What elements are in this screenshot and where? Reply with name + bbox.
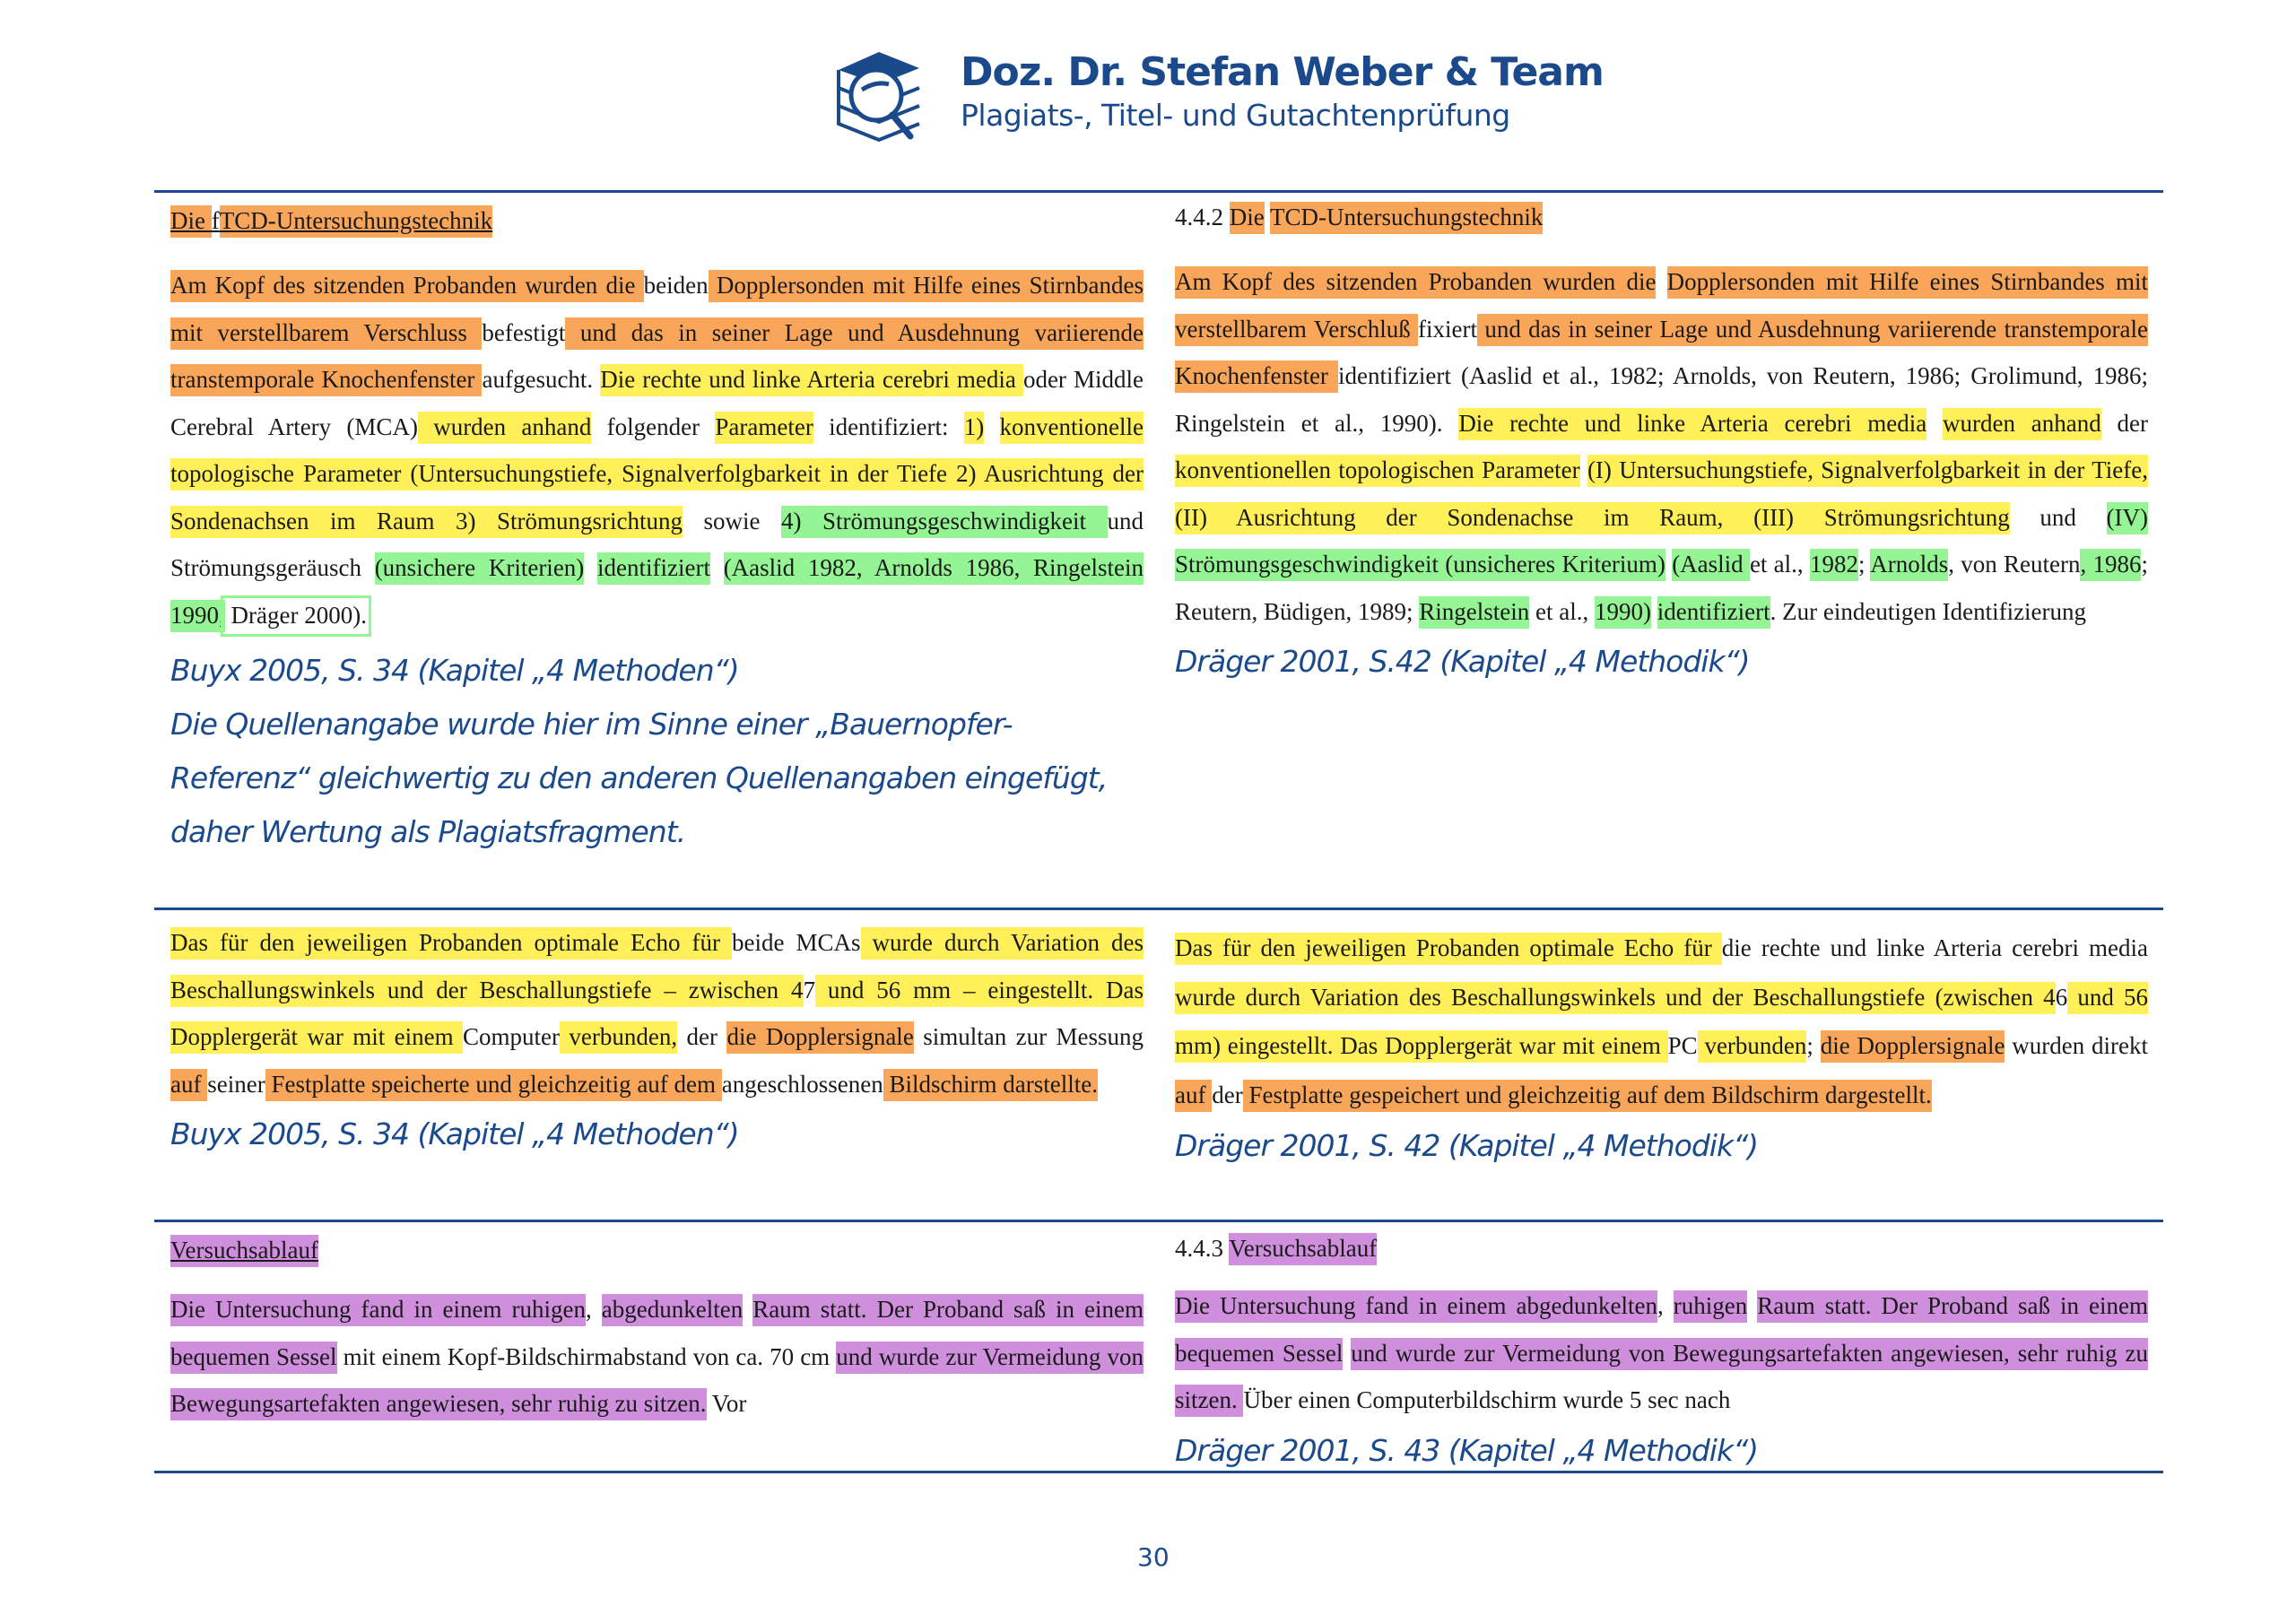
brand-title: Doz. Dr. Stefan Weber & Team <box>961 49 1604 95</box>
row-2-left-buyx <box>170 919 1144 1161</box>
highlighted-fragment: identifiziert <box>597 552 710 585</box>
text-fragment: beide MCAs <box>731 929 861 956</box>
row-3-left-buyx <box>170 1234 1144 1428</box>
text-fragment: sowie <box>682 507 781 534</box>
highlighted-fragment: Am Kopf des sitzenden Probanden wurden die <box>170 270 644 302</box>
source-paragraph <box>170 262 1144 638</box>
text-fragment: f <box>211 207 220 234</box>
text-fragment: et al., <box>1529 597 1595 625</box>
text-fragment: , <box>1657 1292 1674 1319</box>
source-caption: Buyx 2005, S. 34 (Kapitel „4 Methoden“) <box>170 1116 739 1151</box>
highlighted-fragment: Die <box>1230 202 1265 234</box>
text-fragment: ; Reutern, Büdigen, 1989; <box>1175 551 2148 625</box>
highlighted-fragment: wurden anhand <box>1943 408 2101 440</box>
highlighted-fragment: Festplatte speicherte und gleichzeitig auf dem <box>265 1069 722 1101</box>
text-fragment: mit einem Kopf-Bildschirmabstand von ca. 70 cm <box>336 1342 837 1370</box>
brand-subtitle: Plagiats-, Titel- und Gutachtenprüfung <box>961 98 1510 133</box>
highlighted-fragment: abgedunkelten <box>602 1294 743 1326</box>
highlighted-fragment: Raum statt. Der Proband saß in einem bequemen Sessel <box>1175 1290 2148 1370</box>
highlighted-fragment: Die rechte und linke Arteria cerebri media <box>1458 408 1926 440</box>
text-fragment: befestigt <box>482 318 566 346</box>
highlighted-fragment: wurden anhand <box>418 412 591 444</box>
highlighted-fragment: 1982 <box>1810 549 1858 581</box>
text-fragment: 6 <box>2055 983 2068 1011</box>
assessment-note: Die Quellenangabe wurde hier im Sinne einer „Bauernopfer-Referenz“ gleichwertig zu den anderen Quellenangaben eingefügt, daher Wertung als Plagiatsfragment. <box>170 707 1108 849</box>
highlighted-fragment: und wurde zur Vermeidung von Bewegungsartefakten angewiesen, sehr ruhig zu sitzen. <box>170 1342 1144 1421</box>
highlighted-fragment: und das in seiner Lage und Ausdehnung variierende transtemporale Knochenfenster <box>170 317 1144 397</box>
text-fragment: und <box>2009 503 2107 531</box>
text-fragment: oder Middle Cerebral Artery (MCA) <box>170 366 1144 440</box>
page-number: 30 <box>1137 1542 1170 1572</box>
source-caption: Buyx 2005, S. 34 (Kapitel „4 Methoden“) <box>170 653 739 688</box>
text-fragment: wurden direkt <box>2005 1032 2148 1059</box>
highlighted-fragment: konventionellen topologischen Parameter <box>1175 455 1580 487</box>
highlighted-fragment: wurde durch Variation des Beschallungswinkels und der Beschallungstiefe (zwischen 4 <box>1175 982 2056 1014</box>
text-fragment: 4.4.2 <box>1175 204 1230 230</box>
text-fragment: der <box>2100 409 2148 437</box>
text-fragment: Über einen Computerbildschirm wurde 5 sec nach <box>1243 1386 1731 1413</box>
highlighted-fragment: die Dopplersignale <box>1821 1030 2005 1063</box>
highlighted-fragment: 1990) <box>1595 596 1651 629</box>
highlighted-fragment: Die Untersuchung fand in einem <box>170 1294 512 1326</box>
text-fragment: seiner <box>207 1070 265 1098</box>
highlighted-fragment: identifiziert <box>1657 596 1770 629</box>
highlighted-fragment: Dopplersonden mit Hilfe eines Stirnbandes mit verstellbarem Verschluß <box>1175 266 2148 346</box>
text-fragment <box>1926 410 1943 437</box>
divider-top <box>154 190 2163 193</box>
highlighted-fragment: (I) Untersuchungstiefe, Signalverfolgbarkeit in der Tiefe, (II) Ausrichtung der Sondenachse im Raum, (III) Strömungsrichtung <box>1175 455 2148 534</box>
text-fragment <box>1580 456 1587 483</box>
text-fragment: und Strömungsgeräusch <box>170 507 1144 581</box>
text-fragment: , <box>585 1296 602 1323</box>
highlighted-fragment: Die Untersuchung fand in einem <box>1175 1290 1517 1323</box>
text-fragment: Computer <box>463 1023 561 1050</box>
highlighted-fragment: ruhigen <box>1674 1290 1747 1323</box>
section-heading <box>1175 201 2148 233</box>
text-fragment: , von Reutern <box>1948 551 2081 578</box>
highlighted-fragment: 1) <box>964 412 985 444</box>
text-fragment: Vor <box>706 1390 747 1417</box>
highlighted-fragment: TCD-Untersuchungstechnik <box>220 205 492 238</box>
highlighted-fragment: und 56 mm – eingestellt. Das Dopplergerät war mit einem <box>170 975 1144 1055</box>
text-fragment <box>1747 1292 1757 1319</box>
text-fragment: der <box>677 1023 727 1050</box>
highlighted-fragment: Das für den jeweiligen Probanden optimale Echo für <box>170 927 732 960</box>
highlighted-fragment: Versuchsablauf <box>170 1235 318 1267</box>
highlighted-fragment: TCD-Untersuchungstechnik <box>1270 202 1543 234</box>
highlighted-fragment: Die <box>170 205 212 238</box>
text-fragment: PC <box>1667 1032 1698 1059</box>
source-paragraph <box>1175 924 2148 1119</box>
text-fragment: . Zur eindeutigen Identifizierung <box>1770 597 2087 625</box>
highlighted-fragment: Dopplersonden mit Hilfe eines Stirnbandes mit verstellbarem Verschluss <box>170 270 1144 350</box>
text-fragment: fixiert <box>1418 315 1478 343</box>
text-fragment: 7 <box>803 976 816 1003</box>
text-fragment: ; <box>1806 1032 1821 1059</box>
text-fragment: ; <box>1857 551 1871 578</box>
text-fragment: aufgesucht. <box>482 366 601 393</box>
section-heading <box>1175 1232 2148 1264</box>
text-fragment: simultan zur Messung <box>913 1023 1144 1050</box>
highlighted-fragment: Am Kopf des sitzenden Probanden wurden die <box>1175 266 1656 299</box>
source-paragraph <box>1175 1282 2148 1424</box>
text-fragment: identifiziert: <box>813 413 964 440</box>
text-fragment <box>710 554 724 581</box>
highlighted-fragment: verbunden <box>1698 1030 1807 1063</box>
source-paragraph <box>1175 258 2148 635</box>
text-fragment: folgender <box>591 413 716 440</box>
highlighted-fragment: 4) Strömungsgeschwindigkeit <box>781 506 1108 538</box>
highlighted-fragment: (IV) Strömungsgeschwindigkeit (unsicheres Kriterium) <box>1175 502 2148 582</box>
highlighted-fragment: abgedunkelten <box>1517 1290 1657 1323</box>
text-fragment <box>984 413 999 440</box>
text-fragment <box>584 554 597 581</box>
highlighted-fragment: Versuchsablauf <box>1229 1233 1377 1265</box>
source-paragraph <box>170 1286 1144 1428</box>
text-fragment: die rechte und linke Arteria cerebri media <box>1721 934 2148 961</box>
section-heading <box>170 204 1144 237</box>
highlighted-fragment: konventionelle topologische Parameter (Untersuchungstiefe, Signalverfolgbarkeit in der Tiefe 2) Ausrichtung der Sondenachsen im Raum 3) Strömungsrichtung <box>170 412 1144 538</box>
highlighted-fragment: Bildschirm darstellte. <box>883 1069 1098 1101</box>
boxed-citation: Dräger 2000). <box>225 600 367 632</box>
highlighted-fragment: , 1986 <box>2080 549 2141 581</box>
row-1-right-draeger <box>1175 201 2148 689</box>
text-fragment: identifiziert (Aaslid et al., 1982; Arnolds, von Reutern, 1986; Grolimund, 1986; Ringelstein et al., 1990). <box>1175 362 2148 437</box>
text-fragment: angeschlossenen <box>721 1070 883 1098</box>
highlighted-fragment: Arnolds <box>1870 549 1948 581</box>
highlighted-fragment: Festplatte gespeichert und gleichzeitig auf dem Bildschirm dargestellt. <box>1243 1080 1932 1112</box>
highlighted-fragment: Parameter <box>715 412 813 444</box>
text-fragment: beiden <box>643 272 709 299</box>
text-fragment <box>1343 1340 1351 1367</box>
text-fragment: et al., <box>1749 551 1810 578</box>
text-fragment <box>743 1296 752 1323</box>
row-2-right-draeger <box>1175 924 2148 1173</box>
text-fragment: der <box>1212 1081 1243 1108</box>
highlighted-fragment: Ringelstein <box>1419 596 1529 629</box>
highlighted-fragment: auf <box>170 1069 207 1101</box>
highlighted-fragment: wurde durch Variation des Beschallungswinkels und der Beschallungstiefe – zwischen 4 <box>170 927 1144 1007</box>
highlighted-fragment: und das in seiner Lage und Ausdehnung variierende transtemporale Knochenfenster <box>1175 314 2148 394</box>
text-fragment: 4.4.3 <box>1175 1235 1230 1262</box>
divider-row-1 <box>154 908 2163 910</box>
text-fragment <box>1656 268 1666 295</box>
highlighted-fragment: verbunden, <box>560 1021 677 1054</box>
text-fragment <box>1651 598 1657 625</box>
highlighted-fragment: die Dopplersignale <box>726 1021 913 1054</box>
highlighted-fragment: ruhigen <box>512 1294 586 1326</box>
highlighted-fragment: und wurde zur Vermeidung von Bewegungsartefakten angewiesen, sehr ruhig zu sitzen. <box>1175 1338 2148 1418</box>
section-heading <box>170 1234 1144 1266</box>
highlighted-fragment: (unsichere Kriterien) <box>375 552 585 585</box>
page-header <box>830 43 1604 142</box>
highlighted-fragment: (Aaslid 1982, Arnolds 1986, Ringelstein 1990, <box>170 552 1144 632</box>
source-caption: Dräger 2001, S. 42 (Kapitel „4 Methodik“) <box>1175 1128 1759 1163</box>
row-3-right-draeger <box>1175 1232 2148 1478</box>
highlighted-fragment: und 56 mm) eingestellt. Das Dopplergerät war mit einem <box>1175 982 2148 1064</box>
highlighted-fragment: Das für den jeweiligen Probanden optimale Echo für <box>1175 933 1722 965</box>
source-caption: Dräger 2001, S. 43 (Kapitel „4 Methodik“) <box>1175 1432 1759 1468</box>
source-paragraph <box>170 919 1144 1107</box>
row-1-left-buyx <box>170 204 1144 859</box>
divider-row-2 <box>154 1220 2163 1222</box>
books-magnifier-icon <box>830 43 937 142</box>
source-caption: Dräger 2001, S.42 (Kapitel „4 Methodik“) <box>1175 644 1750 679</box>
highlighted-fragment: auf <box>1175 1080 1212 1112</box>
highlighted-fragment: Raum statt. Der Proband saß in einem bequemen Sessel <box>170 1294 1144 1374</box>
highlighted-fragment: (Aaslid <box>1672 549 1750 581</box>
highlighted-fragment: Die rechte und linke Arteria cerebri media <box>600 364 1023 396</box>
